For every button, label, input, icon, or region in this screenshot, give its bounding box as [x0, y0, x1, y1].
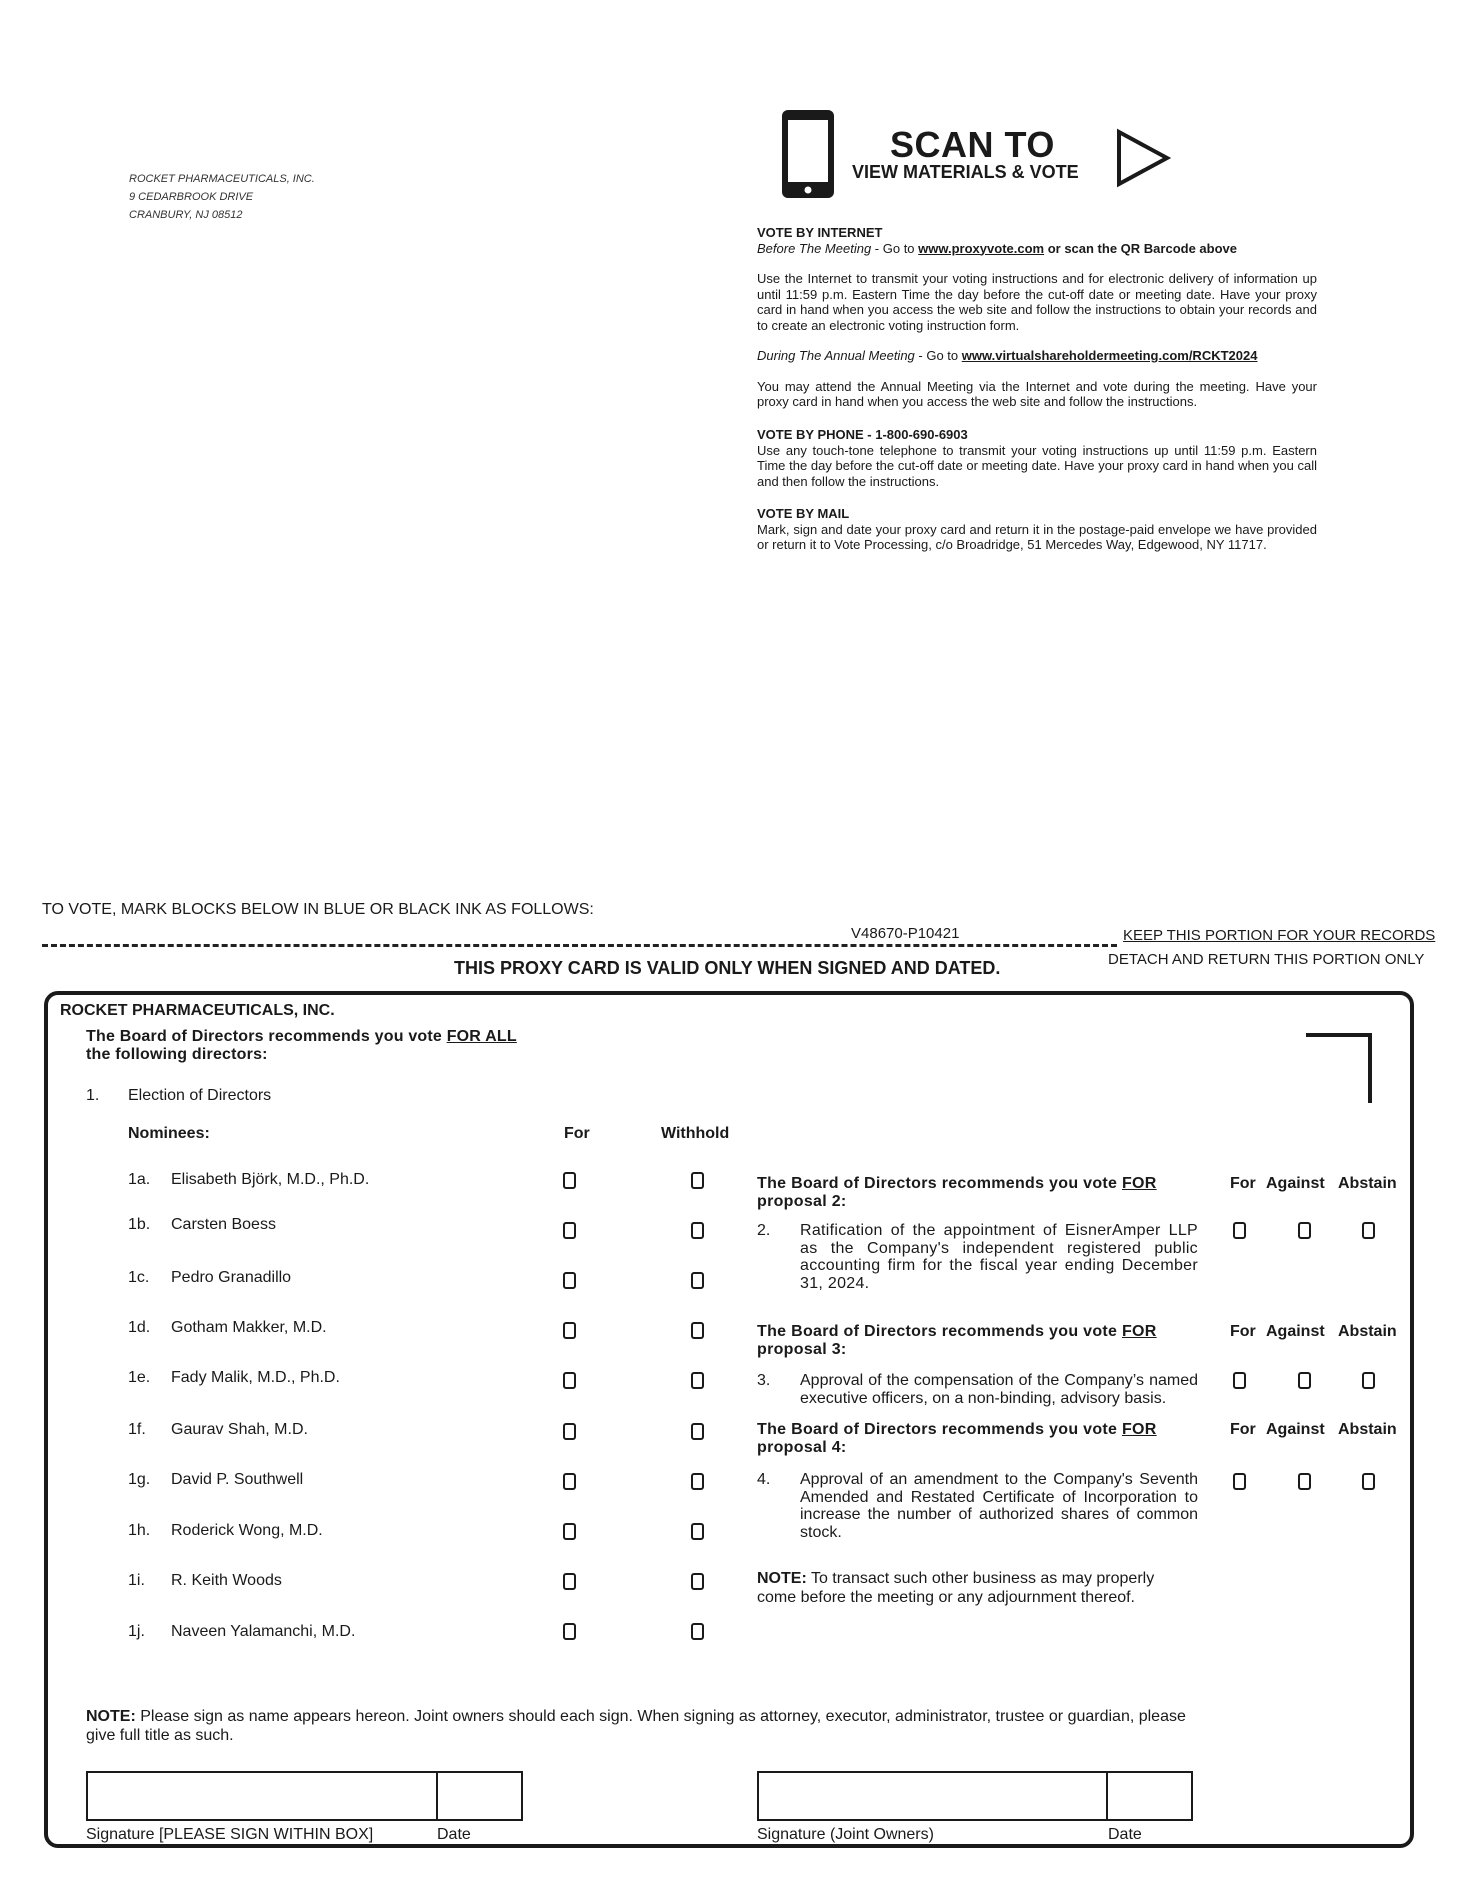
note-signing: NOTE: Please sign as name appears hereon. Joint owners should each sign. When signing as attorney, executor, administrator, trustee or guardian, please give full title as such. — [86, 1708, 1186, 1744]
address-line: ROCKET PHARMACEUTICALS, INC. — [129, 173, 315, 185]
item1-label: Election of Directors — [128, 1087, 272, 1104]
col-against-header: Against — [1266, 1323, 1325, 1340]
nominee-name: Gotham Makker, M.D. — [171, 1319, 327, 1336]
control-number: V48670-P10421 — [851, 925, 960, 942]
for-header: For — [564, 1125, 590, 1142]
item1-number: 1. — [86, 1087, 100, 1104]
nominee-id: 1h. — [128, 1522, 151, 1539]
card-company-name: ROCKET PHARMACEUTICALS, INC. — [60, 1002, 335, 1019]
nominee-for-checkbox[interactable] — [563, 1172, 576, 1189]
proposal2-for-checkbox[interactable] — [1233, 1222, 1246, 1239]
nominee-id: 1i. — [128, 1572, 145, 1589]
nominee-withhold-checkbox[interactable] — [691, 1573, 704, 1590]
proposal3-text: Approval of the compensation of the Company’s named executive officers, on a non-binding, advisory basis. — [800, 1372, 1198, 1407]
proposal2-recommendation: The Board of Directors recommends you vote FOR proposal 2: — [757, 1175, 1157, 1210]
col-for-header: For — [1230, 1175, 1256, 1192]
col-against-header: Against — [1266, 1421, 1325, 1438]
nominee-name: R. Keith Woods — [171, 1572, 282, 1589]
proposal4-against-checkbox[interactable] — [1298, 1473, 1311, 1490]
col-for-header: For — [1230, 1323, 1256, 1340]
nominee-for-checkbox[interactable] — [563, 1322, 576, 1339]
col-abstain-header: Abstain — [1338, 1323, 1397, 1340]
proposal4-text: Approval of an amendment to the Company's Seventh Amended and Restated Certificate of Incorporation to increase the number of authorized shares of common stock. — [800, 1471, 1198, 1541]
nominee-id: 1b. — [128, 1216, 151, 1233]
vote-internet-heading: VOTE BY INTERNET — [757, 225, 883, 240]
proposal3-for-checkbox[interactable] — [1233, 1372, 1246, 1389]
proposal3-abstain-checkbox[interactable] — [1362, 1372, 1375, 1389]
joint-date-label: Date — [1108, 1826, 1142, 1843]
during-meeting-label: During The Annual Meeting — [757, 348, 915, 363]
nominee-name: Naveen Yalamanchi, M.D. — [171, 1623, 356, 1640]
withhold-header: Withhold — [661, 1125, 730, 1142]
nominee-id: 1c. — [128, 1269, 150, 1286]
nominee-name: Fady Malik, M.D., Ph.D. — [171, 1369, 340, 1386]
vote-by-internet — [757, 225, 1317, 410]
nominee-id: 1j. — [128, 1623, 145, 1640]
proposal3-number: 3. — [757, 1372, 771, 1389]
nominee-for-checkbox[interactable] — [563, 1573, 576, 1590]
company-address — [129, 170, 315, 224]
nominee-withhold-checkbox[interactable] — [691, 1322, 704, 1339]
phone-icon — [780, 108, 836, 200]
signature-label: Signature [PLEASE SIGN WITHIN BOX] — [86, 1826, 374, 1843]
vote-mail-heading: VOTE BY MAIL — [757, 506, 850, 521]
proposal3-against-checkbox[interactable] — [1298, 1372, 1311, 1389]
col-for-header: For — [1230, 1421, 1256, 1438]
signature-box[interactable] — [86, 1771, 523, 1821]
signature-date-divider — [436, 1771, 438, 1821]
meeting-instructions: You may attend the Annual Meeting via the Internet and vote during the meeting. Have your proxy card in hand when you access the web site and follow the instructions. — [757, 378, 1317, 409]
nominees-header: Nominees: — [128, 1125, 210, 1142]
during-meeting-line — [757, 348, 1317, 364]
nominee-id: 1a. — [128, 1171, 151, 1188]
nominee-for-checkbox[interactable] — [563, 1222, 576, 1239]
scan-subtitle: VIEW MATERIALS & VOTE — [852, 162, 1079, 182]
nominee-name: Carsten Boess — [171, 1216, 276, 1233]
directors-recommendation: The Board of Directors recommends you vote FOR ALL the following directors: — [86, 1028, 517, 1063]
joint-signature-box[interactable] — [757, 1771, 1193, 1821]
proposal4-recommendation: The Board of Directors recommends you vote FOR proposal 4: — [757, 1421, 1157, 1456]
nominee-for-checkbox[interactable] — [563, 1523, 576, 1540]
proposal2-number: 2. — [757, 1222, 771, 1239]
nominee-withhold-checkbox[interactable] — [691, 1272, 704, 1289]
nominee-withhold-checkbox[interactable] — [691, 1473, 704, 1490]
vote-by-phone — [757, 427, 1317, 489]
nominee-id: 1f. — [128, 1421, 146, 1438]
qr-instruction: or scan the QR Barcode above — [1044, 240, 1237, 256]
registration-corner-mark — [1306, 1033, 1372, 1103]
valid-notice: THIS PROXY CARD IS VALID ONLY WHEN SIGNED AND DATED. — [454, 958, 1001, 978]
nominee-name: Pedro Granadillo — [171, 1269, 292, 1286]
mail-instructions: Mark, sign and date your proxy card and return it in the postage-paid envelope we have provided or return it to Vote Processing, c/o Broadridge, 51 Mercedes Way, Edgewood, NY 11717. — [757, 521, 1317, 552]
nominee-id: 1d. — [128, 1319, 151, 1336]
nominee-for-checkbox[interactable] — [563, 1372, 576, 1389]
before-meeting-line — [757, 241, 1317, 257]
joint-signature-label: Signature (Joint Owners) — [757, 1826, 934, 1843]
before-meeting-label: Before The Meeting — [757, 240, 872, 256]
nominee-for-checkbox[interactable] — [563, 1623, 576, 1640]
col-abstain-header: Abstain — [1338, 1421, 1397, 1438]
nominee-withhold-checkbox[interactable] — [691, 1523, 704, 1540]
col-abstain-header: Abstain — [1338, 1175, 1397, 1192]
proposal2-abstain-checkbox[interactable] — [1362, 1222, 1375, 1239]
joint-signature-date-divider — [1106, 1771, 1108, 1821]
go-to-text: - Go to — [871, 240, 919, 256]
nominee-name: Elisabeth Björk, M.D., Ph.D. — [171, 1171, 370, 1188]
nominee-withhold-checkbox[interactable] — [691, 1372, 704, 1389]
nominee-for-checkbox[interactable] — [563, 1272, 576, 1289]
proposal2-text: Ratification of the appointment of EisnerAmper LLP as the Company's independent registered public accounting firm for the fiscal year ending December 31, 2024. — [800, 1222, 1198, 1292]
nominee-withhold-checkbox[interactable] — [691, 1222, 704, 1239]
proposal4-abstain-checkbox[interactable] — [1362, 1473, 1375, 1490]
play-arrow-icon — [1115, 128, 1171, 188]
proposal2-against-checkbox[interactable] — [1298, 1222, 1311, 1239]
nominee-name: David P. Southwell — [171, 1471, 304, 1488]
vote-by-mail — [757, 506, 1317, 553]
for-all-text: FOR ALL — [446, 1028, 517, 1045]
detach-line — [42, 944, 1117, 947]
proposal3-recommendation: The Board of Directors recommends you vote FOR proposal 3: — [757, 1323, 1157, 1358]
proposal4-number: 4. — [757, 1471, 771, 1488]
internet-instructions: Use the Internet to transmit your voting instructions and for electronic delivery of information up until 11:59 p.m. Eastern Time the day before the cut-off date or meeting date. Have your proxy card in hand when you access the web site and follow the instructions to obtain your records and to create an electronic voting instruction form. — [757, 271, 1317, 333]
nominee-name: Roderick Wong, M.D. — [171, 1522, 323, 1539]
note-other-business: NOTE: To transact such other business as may properly come before the meeting or any adjournment thereof. — [757, 1570, 1155, 1606]
keep-portion-label: KEEP THIS PORTION FOR YOUR RECORDS — [1123, 927, 1436, 944]
nominee-for-checkbox[interactable] — [563, 1423, 576, 1440]
nominee-withhold-checkbox[interactable] — [691, 1623, 704, 1640]
scan-title: SCAN TO — [890, 124, 1055, 165]
nominee-withhold-checkbox[interactable] — [691, 1172, 704, 1189]
date-label: Date — [437, 1826, 471, 1843]
proxyvote-link[interactable]: www.proxyvote.com — [918, 240, 1045, 256]
mark-instructions: TO VOTE, MARK BLOCKS BELOW IN BLUE OR BLACK INK AS FOLLOWS: — [42, 901, 594, 918]
vote-phone-heading: VOTE BY PHONE - 1-800-690-6903 — [757, 427, 968, 442]
address-line: 9 CEDARBROOK DRIVE — [129, 191, 254, 203]
go-to-text: - Go to — [914, 348, 962, 363]
virtual-meeting-link[interactable]: www.virtualshareholdermeeting.com/RCKT2024 — [961, 348, 1258, 363]
nominee-id: 1e. — [128, 1369, 151, 1386]
address-line: CRANBURY, NJ 08512 — [129, 209, 243, 221]
nominee-withhold-checkbox[interactable] — [691, 1423, 704, 1440]
phone-instructions: Use any touch-tone telephone to transmit your voting instructions up until 11:59 p.m. Eastern Time the day before the cut-off date or meeting date. Have your proxy card in hand when you call and then follow the instructions. — [757, 442, 1317, 489]
col-against-header: Against — [1266, 1175, 1325, 1192]
proposal4-for-checkbox[interactable] — [1233, 1473, 1246, 1490]
nominee-name: Gaurav Shah, M.D. — [171, 1421, 308, 1438]
nominee-for-checkbox[interactable] — [563, 1473, 576, 1490]
detach-portion-label: DETACH AND RETURN THIS PORTION ONLY — [1108, 951, 1425, 968]
nominee-id: 1g. — [128, 1471, 151, 1488]
